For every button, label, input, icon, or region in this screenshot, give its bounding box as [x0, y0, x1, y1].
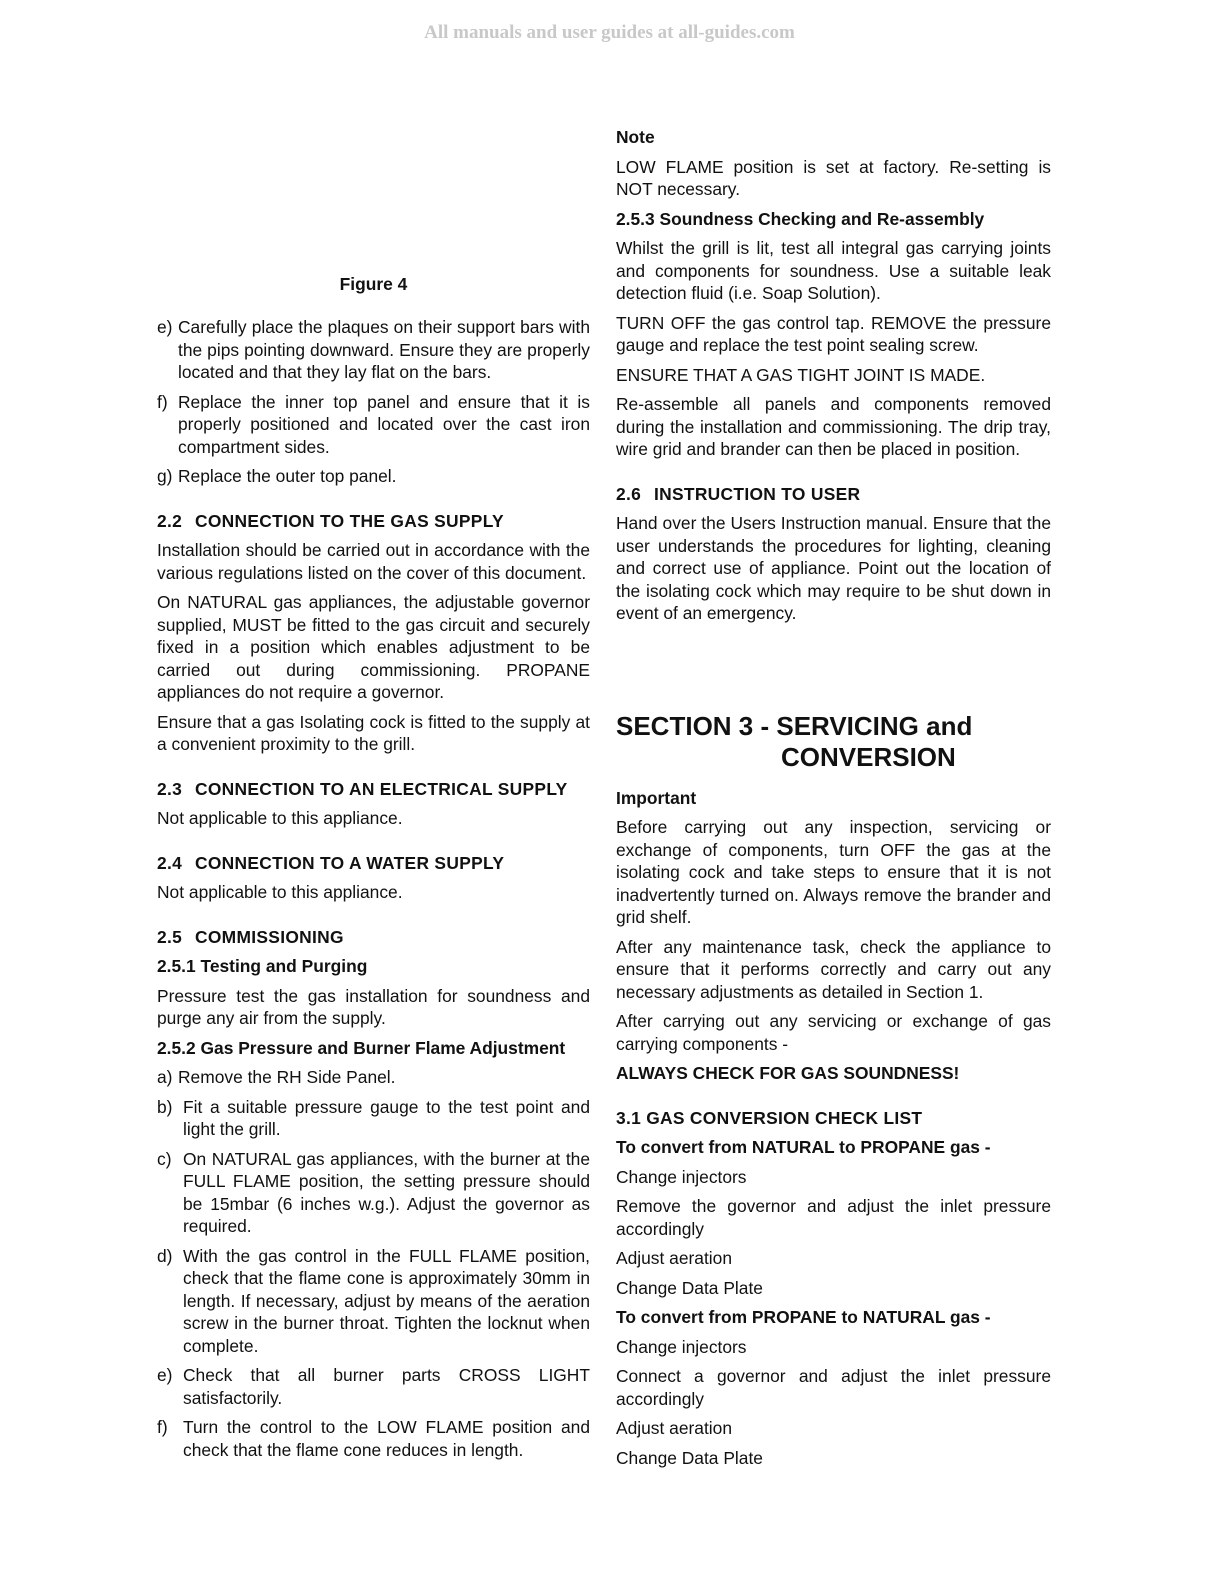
paragraph: Hand over the Users Instruction manual. Ensure that the user understands the procedures for lighting, cleaning and correct use of appliance. Point out the location of the isolating cock which may require to be shut down in event of an emergency. [616, 513, 1051, 623]
paragraph: After carrying out any servicing or exchange of gas carrying components - [616, 1011, 1051, 1054]
checklist-item: Adjust aeration [616, 1248, 733, 1268]
item-label: c) [157, 1148, 172, 1169]
item-label: e) [157, 317, 173, 337]
item-text: On NATURAL gas appliances, with the burner at the FULL FLAME position, the setting pressure should be 15mbar (6 inches w.g.). Adjust the governor as required. [183, 1148, 590, 1236]
section-heading-2-5: 2.5 COMMISSIONING [157, 926, 344, 947]
item-label: f) [157, 391, 168, 412]
figure-caption: Figure 4 [339, 274, 408, 294]
paragraph: Before carrying out any inspection, servicing or exchange of components, turn OFF the gas at the isolating cock and take steps to ensure that it is not inadvertently turned on. Always remove the brander and grid shelf. [616, 817, 1051, 927]
paragraph: Pressure test the gas installation for soundness and purge any air from the supply. [157, 985, 590, 1028]
checklist-item: Change Data Plate [616, 1447, 763, 1468]
section-heading-3-1: 3.1 GAS CONVERSION CHECK LIST [616, 1107, 923, 1128]
important-heading: Important [616, 787, 697, 808]
watermark: All manuals and user guides at all-guides.com [424, 22, 795, 43]
subsection-heading-2-5-1: 2.5.1 Testing and Purging [157, 956, 368, 976]
paragraph: Ensure that a gas Isolating cock is fitted to the supply at a convenient proximity to the grill. [157, 711, 590, 754]
right-column [616, 126, 1051, 1476]
item-label: d) [157, 1245, 173, 1266]
item-label: e) [157, 1365, 173, 1385]
paragraph: Installation should be carried out in accordance with the various regulations listed on the cover of this document. [157, 540, 590, 583]
paragraph: Re-assemble all panels and components removed during the installation and commissioning. The drip tray, wire grid and brander can then be placed in position. [616, 394, 1051, 459]
item-text: Remove the RH Side Panel. [178, 1067, 396, 1087]
list-item [157, 465, 590, 488]
checklist-item: Change Data Plate [616, 1277, 763, 1298]
item-text: Replace the outer top panel. [178, 466, 397, 486]
checklist-item: Remove the governor and adjust the inlet pressure accordingly [616, 1196, 1051, 1239]
item-text: Check that all burner parts CROSS LIGHT satisfactorily. [183, 1365, 590, 1408]
item-text: Replace the inner top panel and ensure that it is properly positioned and located over the cast iron compartment sides. [178, 391, 590, 457]
section-3-title: SECTION 3 - SERVICING and CONVERSION [616, 710, 973, 772]
item-text: With the gas control in the FULL FLAME position, check that the flame cone is approximately 30mm in length. If necessary, adjust by means of the aeration screw in the burner throat. Tighten the locknut when complete. [183, 1245, 590, 1356]
list-item [157, 1096, 590, 1141]
section-heading-2-6: 2.6 INSTRUCTION TO USER [616, 483, 861, 504]
list-item [157, 1364, 590, 1409]
list-item [157, 1148, 590, 1238]
paragraph: Not applicable to this appliance. [157, 882, 403, 902]
checklist-item: Change injectors [616, 1336, 747, 1357]
note-heading: Note [616, 127, 655, 147]
paragraph: LOW FLAME position is set at factory. Re-setting is NOT necessary. [616, 156, 1051, 199]
warning-text: ALWAYS CHECK FOR GAS SOUNDNESS! [616, 1063, 960, 1083]
to-propane-heading: To convert from NATURAL to PROPANE gas - [616, 1137, 991, 1157]
checklist-item: Adjust aeration [616, 1418, 733, 1438]
item-text: Fit a suitable pressure gauge to the test point and light the grill. [183, 1096, 590, 1139]
to-natural-heading: To convert from PROPANE to NATURAL gas - [616, 1307, 991, 1327]
section-heading-2-3: 2.3 CONNECTION TO AN ELECTRICAL SUPPLY [157, 778, 568, 799]
item-label: a) [157, 1067, 173, 1087]
list-item [157, 316, 590, 384]
checklist-item: Connect a governor and adjust the inlet pressure accordingly [616, 1366, 1051, 1409]
list-item [157, 1416, 590, 1461]
subsection-heading-2-5-2: 2.5.2 Gas Pressure and Burner Flame Adjustment [157, 1037, 566, 1058]
list-item [157, 1245, 590, 1358]
paragraph: On NATURAL gas appliances, the adjustable governor supplied, MUST be fitted to the gas circuit and securely fixed in a position which enables adjustment to be carried out during commissioning. PROPANE appliances do not require a governor. [157, 592, 590, 702]
item-text: Carefully place the plaques on their support bars with the pips pointing downward. Ensure they are properly located and that they lay flat on the bars. [178, 317, 590, 382]
list-item [157, 391, 590, 459]
section-heading-2-4: 2.4 CONNECTION TO A WATER SUPPLY [157, 852, 505, 873]
paragraph: Whilst the grill is lit, test all integral gas carrying joints and components for soundness. Use a suitable leak detection fluid (i.e. Soap Solution). [616, 238, 1051, 303]
figure-area [157, 126, 590, 274]
list-item [157, 1066, 590, 1089]
item-text: Turn the control to the LOW FLAME position and check that the flame cone reduces in length. [183, 1417, 590, 1460]
left-column [157, 126, 590, 1468]
paragraph: After any maintenance task, check the appliance to ensure that it performs correctly and carry out any necessary adjustments as detailed in Section 1. [616, 936, 1051, 1002]
paragraph: ENSURE THAT A GAS TIGHT JOINT IS MADE. [616, 364, 986, 385]
item-label: f) [157, 1417, 168, 1437]
subsection-heading-2-5-3: 2.5.3 Soundness Checking and Re-assembly [616, 208, 985, 229]
item-label: g) [157, 466, 173, 486]
section-heading-2-2: 2.2 CONNECTION TO THE GAS SUPPLY [157, 510, 504, 531]
checklist-item: Change injectors [616, 1166, 747, 1187]
paragraph: TURN OFF the gas control tap. REMOVE the pressure gauge and replace the test point sealing screw. [616, 312, 1051, 355]
item-label: b) [157, 1096, 173, 1117]
paragraph: Not applicable to this appliance. [157, 808, 403, 828]
